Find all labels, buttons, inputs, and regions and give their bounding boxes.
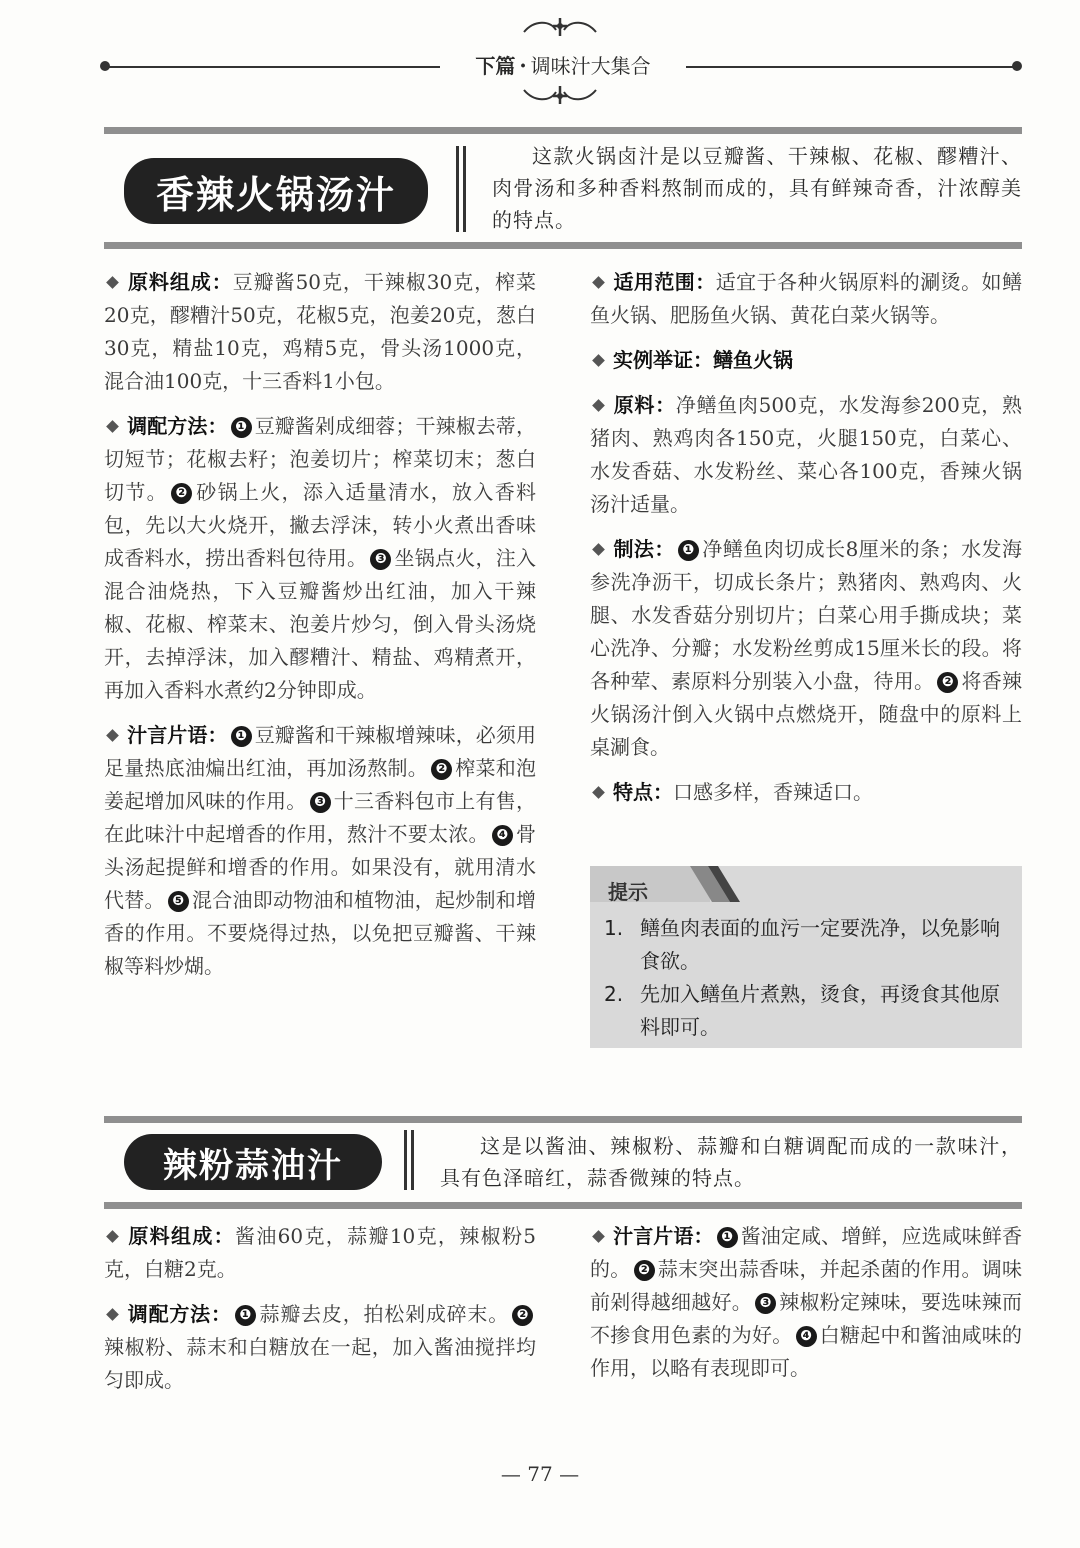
method-step-2: 辣椒粉、蒜末和白糖放在一起，加入酱油搅拌均匀即成。 — [104, 1335, 536, 1392]
bullet-diamond-icon — [592, 543, 605, 556]
method-label: 调配方法： — [127, 1302, 232, 1326]
recipe1-steps — [590, 533, 1022, 764]
note-marker-3: ❸ — [755, 1293, 776, 1314]
running-header — [0, 0, 1080, 110]
recipe1-title: 香辣火锅汤汁 — [155, 172, 396, 217]
recipe1-band-top — [104, 127, 1022, 134]
header-rule-right — [686, 66, 1016, 68]
prep-step-1: 净鳝鱼肉切成长8厘米的条；水发海参洗净沥干，切成长条片；熟猪肉、熟鸡肉、火腿、水发香菇分别切片；白菜心用手撕成块；菜心洗净、分瓣；水发粉丝剪成15厘米长的段。将各种荤、素原料分别装入小盘，待用。 — [590, 537, 1022, 693]
recipe2-intro: 这是以酱油、辣椒粉、蒜瓣和白糖调配而成的一款味汁，具有色泽暗红，蒜香微辣的特点。 — [440, 1134, 1022, 1190]
step-marker-3: ❸ — [370, 549, 391, 570]
header-title — [440, 50, 686, 79]
tip-list — [604, 912, 1014, 1044]
recipe2-divider-b — [411, 1130, 414, 1190]
note-3: 辣椒粉定辣味，要选味辣而不掺食用色素的为好。 — [590, 1290, 1022, 1347]
tip-item — [604, 912, 1014, 978]
ornament-bottom-icon — [520, 84, 600, 106]
page-number: — 77 — — [500, 1462, 580, 1486]
example-text: 鳝鱼火锅 — [713, 348, 793, 372]
bullet-diamond-icon — [592, 276, 605, 289]
bullet-diamond-icon — [592, 354, 605, 367]
note-marker-1: ❶ — [717, 1227, 738, 1248]
step-marker-2: ❷ — [512, 1305, 533, 1326]
tip-text: 先加入鳝鱼片煮熟，烫食，再烫食其他原料即可。 — [640, 982, 1000, 1039]
recipe1-divider-a — [456, 146, 459, 232]
materials-text: 净鳝鱼肉500克，水发海参200克，熟猪肉、熟鸡肉各150克，火腿150克，白菜心、水发香菇、水发粉丝、菜心各100克，香辣火锅汤汁适量。 — [590, 393, 1022, 516]
recipe1-divider-b — [463, 146, 466, 232]
ornament-top-icon — [520, 16, 600, 38]
header-part: 下篇 — [475, 54, 516, 78]
note-5: 混合油即动物油和植物油，起炒制和增香的作用。不要烧得过热，以免把豆瓣酱、干辣椒等料炒煳。 — [104, 888, 536, 978]
note-marker-4: ❹ — [796, 1326, 817, 1347]
recipe2-divider-a — [404, 1130, 407, 1190]
tip-box — [590, 866, 1022, 1048]
prep-step-2: 将香辣火锅汤汁倒入火锅中点燃烧开，随盘中的原料上桌涮食。 — [590, 669, 1022, 759]
bullet-diamond-icon — [106, 729, 119, 742]
notes-label: 汁言片语： — [613, 1224, 714, 1248]
recipe2-method — [104, 1298, 536, 1397]
tip-number: 1. — [604, 916, 624, 940]
header-rule-left — [104, 66, 440, 68]
feature-text: 口感多样，香辣适口。 — [673, 780, 873, 804]
note-marker-1: ❶ — [231, 726, 252, 747]
recipe1-example — [590, 344, 1022, 377]
step-marker-2: ❷ — [171, 483, 192, 504]
notes-label: 汁言片语： — [127, 723, 228, 747]
recipe2-left-column — [104, 1220, 536, 1397]
note-4: 骨头汤起提鲜和增香的作用。如果没有，就用清水代替。 — [104, 822, 536, 912]
note-marker-4: ❹ — [492, 825, 513, 846]
bullet-diamond-icon — [592, 786, 605, 799]
bullet-diamond-icon — [106, 1230, 119, 1243]
tip-item — [604, 978, 1014, 1044]
recipe2-title: 辣粉蒜油汁 — [163, 1145, 343, 1186]
recipe1-title-pill — [124, 158, 428, 224]
method-step-1: 豆瓣酱剁成细蓉；干辣椒去蒂，切短节；花椒去籽；泡姜切片；榨菜切末；葱白切节。 — [104, 414, 537, 504]
recipe2-band-bottom — [104, 1202, 1022, 1209]
method-step-1: 蒜瓣去皮，拍松剁成碎末。 — [258, 1302, 510, 1326]
header-separator: · — [519, 53, 527, 78]
note-marker-3: ❸ — [310, 792, 331, 813]
bullet-diamond-icon — [106, 420, 119, 433]
method-step-3: 坐锅点火，注入混合油烧热，下入豆瓣酱炒出红油，加入干辣椒、花椒、榨菜末、泡姜片炒匀，倒入骨头汤烧开，去掉浮沫，加入醪糟汁、精盐、鸡精煮开，再加入香料水煮约2分钟即成。 — [104, 546, 536, 702]
recipe1-left-column — [104, 266, 536, 983]
recipe1-ingredients — [104, 266, 536, 398]
header-rule-dot-right — [1012, 61, 1022, 71]
prep-marker-1: ❶ — [678, 540, 699, 561]
step-marker-1: ❶ — [231, 417, 252, 438]
note-1: 豆瓣酱和干辣椒增辣味，必须用足量热底油煸出红油，再加汤熬制。 — [104, 723, 537, 780]
tip-title: 提示 — [608, 880, 648, 904]
recipe1-intro: 这款火锅卤汁是以豆瓣酱、干辣椒、花椒、醪糟汁、肉骨汤和多种香料熬制而成的，具有鲜辣奇香，汁浓醇美的特点。 — [492, 144, 1022, 232]
scope-label: 适用范围： — [613, 270, 716, 294]
ingredients-label: 原料组成： — [127, 1224, 236, 1248]
ingredients-text: 豆瓣酱50克，干辣椒30克，榨菜20克，醪糟汁50克，花椒5克，泡姜20克，葱白30克，精盐10克，鸡精5克，骨头汤1000克，混合油100克，十三香料1小包。 — [104, 270, 536, 393]
note-marker-2: ❷ — [634, 1260, 655, 1281]
recipe1-notes — [104, 719, 536, 983]
note-3: 十三香料包市上有售，在此味汁中起增香的作用，熬汁不要太浓。 — [104, 789, 536, 846]
method-label: 调配方法： — [127, 414, 228, 438]
feature-label: 特点： — [613, 780, 673, 804]
note-marker-2: ❷ — [431, 759, 452, 780]
method-step-2: 砂锅上火，添入适量清水，放入香料包，先以大火烧开，撇去浮沫，转小火煮出香味成香料水，捞出香料包待用。 — [104, 480, 537, 570]
tip-number: 2. — [604, 982, 624, 1006]
note-1: 酱油定咸、增鲜，应选咸味鲜香的。 — [590, 1224, 1023, 1281]
materials-label: 原料： — [613, 393, 676, 417]
ingredients-text: 酱油60克，蒜瓣10克，辣椒粉5克，白糖2克。 — [104, 1224, 537, 1281]
recipe2-right-column — [590, 1220, 1022, 1385]
steps-label: 制法： — [613, 537, 675, 561]
note-2: 蒜末突出蒜香味，并起杀菌的作用。调味前剁得越细越好。 — [590, 1257, 1022, 1314]
ingredients-label: 原料组成： — [127, 270, 233, 294]
recipe1-right-column — [590, 266, 1022, 809]
recipe2-notes — [590, 1220, 1022, 1385]
bullet-diamond-icon — [592, 399, 605, 412]
note-marker-5: ❺ — [168, 891, 189, 912]
bullet-diamond-icon — [106, 1308, 119, 1321]
bullet-diamond-icon — [592, 1230, 605, 1243]
header-section: 调味汁大集合 — [530, 54, 651, 78]
recipe1-method — [104, 410, 536, 707]
recipe1-scope — [590, 266, 1022, 332]
scope-text: 适宜于各种火锅原料的涮烫。如鳝鱼火锅、肥肠鱼火锅、黄花白菜火锅等。 — [590, 270, 1023, 327]
recipe2-ingredients — [104, 1220, 536, 1286]
recipe1-materials — [590, 389, 1022, 521]
recipe2-title-pill — [124, 1134, 382, 1190]
recipe1-band-bottom — [104, 242, 1022, 249]
example-label: 实例举证： — [613, 348, 713, 372]
tip-text: 鳝鱼肉表面的血污一定要洗净，以免影响食欲。 — [640, 916, 1000, 973]
recipe1-feature — [590, 776, 1022, 809]
note-2: 榨菜和泡姜起增加风味的作用。 — [104, 756, 536, 813]
prep-marker-2: ❷ — [937, 672, 958, 693]
note-4: 白糖起中和酱油咸味的作用，以略有表现即可。 — [590, 1323, 1022, 1380]
bullet-diamond-icon — [106, 276, 119, 289]
step-marker-1: ❶ — [235, 1305, 256, 1326]
recipe2-band-top — [104, 1116, 1022, 1123]
